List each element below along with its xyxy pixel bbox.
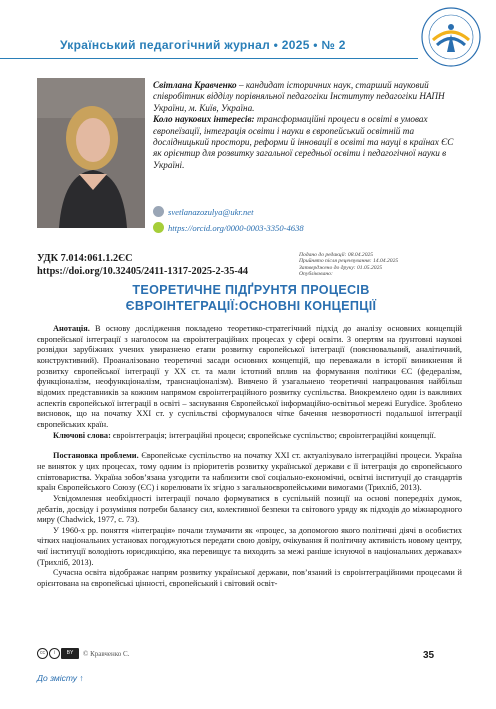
cc-by-license-icon: cc i BY <box>37 648 80 659</box>
footer-license <box>37 648 129 659</box>
keywords-text: євроінтеграція; інтеграційні процеси; європейське суспільство; євроінтеграційні концепції. <box>110 430 436 440</box>
date-submitted: Подано до редакції: 08.04.2025 <box>299 252 374 258</box>
author-photo <box>37 78 145 228</box>
author-bio: – кандидат історичних наук, старший науковий співробітник відділу порівняльної педагогіки Інституту педагогіки НАПН України, м. Київ, Україна. <box>153 80 445 113</box>
article-title-line1: ТЕОРЕТИЧНЕ ПІДҐРУНТЯ ПРОЦЕСІВ <box>132 283 370 297</box>
toc-link[interactable]: До змісту ↑ <box>37 673 84 683</box>
article-body <box>37 324 462 590</box>
interests-label: Коло наукових інтересів: <box>153 114 255 125</box>
journal-logo-icon <box>420 6 482 68</box>
keywords-paragraph <box>37 431 462 442</box>
udc-doi-block <box>37 252 248 278</box>
body-paragraph-2: Усвідомлення необхідності інтеграції почало формуватися в суспільній позиції на основі попередніх думок, дебатів, досвіду і розуміння потреби балансу сил, колективної безпеки та світового уряду як підходів до міжнародного миру (Chadwick, 1977, с. 73). <box>37 493 462 525</box>
author-email[interactable]: svetlanazozulya@ukr.net <box>168 206 254 217</box>
copyright-text: © Кравченко С. <box>83 649 130 658</box>
body-paragraph-4: Сучасна освіта відображає напрям розвитку української держави, пов’язаний із євроінтеграційними процесами й орієнтована на європейські цінності, європейський і світовий освіт- <box>37 568 462 589</box>
author-orcid[interactable]: https://orcid.org/0000-0003-3350-4638 <box>168 222 304 233</box>
author-interests: трансформаційні процеси в освіті в умовах європеїзації, інтеграція освіти і науки в європейський освітній та дослідницький простори, реформи й інновації в освіті та науці в країнах ЄС як орієнтир для розвитку загальної середньої освіти і педагогічної науки в Україні. <box>153 114 454 170</box>
problem-text: Європейське суспільство на початку ХХІ ст. актуалізувало інтеграційні процеси. Україна не виняток у цих процесах, тому одним із пріоритетів розвитку української держави є її інтеграція до європейського співтовариства. Україна зобов’язана узгодити та наблизити свої соціально-економічні, освітні інституції до стандартів країн Європейського Союзу (ЄС) і корелювати їх згідно з загальноєвропейськими вимогами (Трихліб, 2013). <box>37 451 462 493</box>
publication-dates <box>299 252 398 277</box>
date-approved: Затверджено до друку: 01.05.2025 <box>299 264 383 271</box>
date-published: Опубліковано: <box>299 270 333 277</box>
body-paragraph-3: У 1960-х рр. поняття «інтеграція» почали тлумачити як «процес, за допомогою якого політичні діячі в особистих чітких національних установах погоджуються передати свою довіру, очікування й політичну активність новому центру, чиї інституції володіють юрисдикцією, яка перевищує та виходить за межі раніше існуючої в національних державах» (Трихліб, 2013). <box>37 525 462 567</box>
abstract-text: В основу дослідження покладено теоретико-стратегічний підхід до аналізу основних концепцій європейської інтеграції з наголосом на євроінтеграційних процесах у сфері освіти. З опертям на ґрунтовні наукові розвідки зарубіжних учених увиразнено етапи розвитку європейської інтеграції (пояснювальний, аналітичний, конструктивний). Проаналізовано теоретичні засади основних концепцій, що переважали в історії виникнення й розвитку європейської інтеграції у ХХ ст. та мали істотний вплив на формування політики ЄС (федералізм, функціоналізм, неофункціоналізм, транснаціоналізм). Вивчено й узагальнено теоретичні напрацювання найбільш відомих представників за кожним напрямом євроінтеграційного розвитку суспільства. Виокремлено один із важливих аспектів європейської інтеграції в освіті – заснування Європейської інформаційно-освітньої мережі Eurydice. Зроблено висновок, що на початку ХХІ ст. у суспільстві сформувалося чітке бачення незворотності подальшої інтеграції європейських країн. <box>37 324 462 429</box>
doi-link[interactable]: https://doi.org/10.32405/2411-1317-2025-2-35-44 <box>37 266 249 277</box>
author-bio-block <box>153 80 463 171</box>
page-number: 35 <box>423 650 435 661</box>
orcid-row[interactable] <box>153 222 304 233</box>
keywords-label: Ключові слова: <box>53 430 111 440</box>
email-row[interactable] <box>153 206 253 217</box>
email-icon <box>153 206 164 217</box>
abstract-paragraph <box>37 324 462 431</box>
journal-title: Український педагогічний журнал • 2025 • № 2 <box>60 38 346 52</box>
problem-label: Постановка проблеми. <box>53 451 139 461</box>
problem-paragraph <box>37 451 462 494</box>
article-title-line2: ЄВРОІНТЕГРАЦІЇ:ОСНОВНІ КОНЦЕПЦІЇ <box>125 298 377 313</box>
orcid-icon <box>153 222 164 233</box>
author-name: Світлана Кравченко <box>153 80 237 90</box>
article-title <box>40 283 462 314</box>
abstract-label: Анотація. <box>53 324 90 333</box>
udc-code: УДК 7.014:061.1.2ЄС <box>37 253 133 264</box>
header-rule <box>0 58 418 59</box>
date-reviewed: Прийнято після рецензування: 14.04.2025 <box>299 258 399 265</box>
